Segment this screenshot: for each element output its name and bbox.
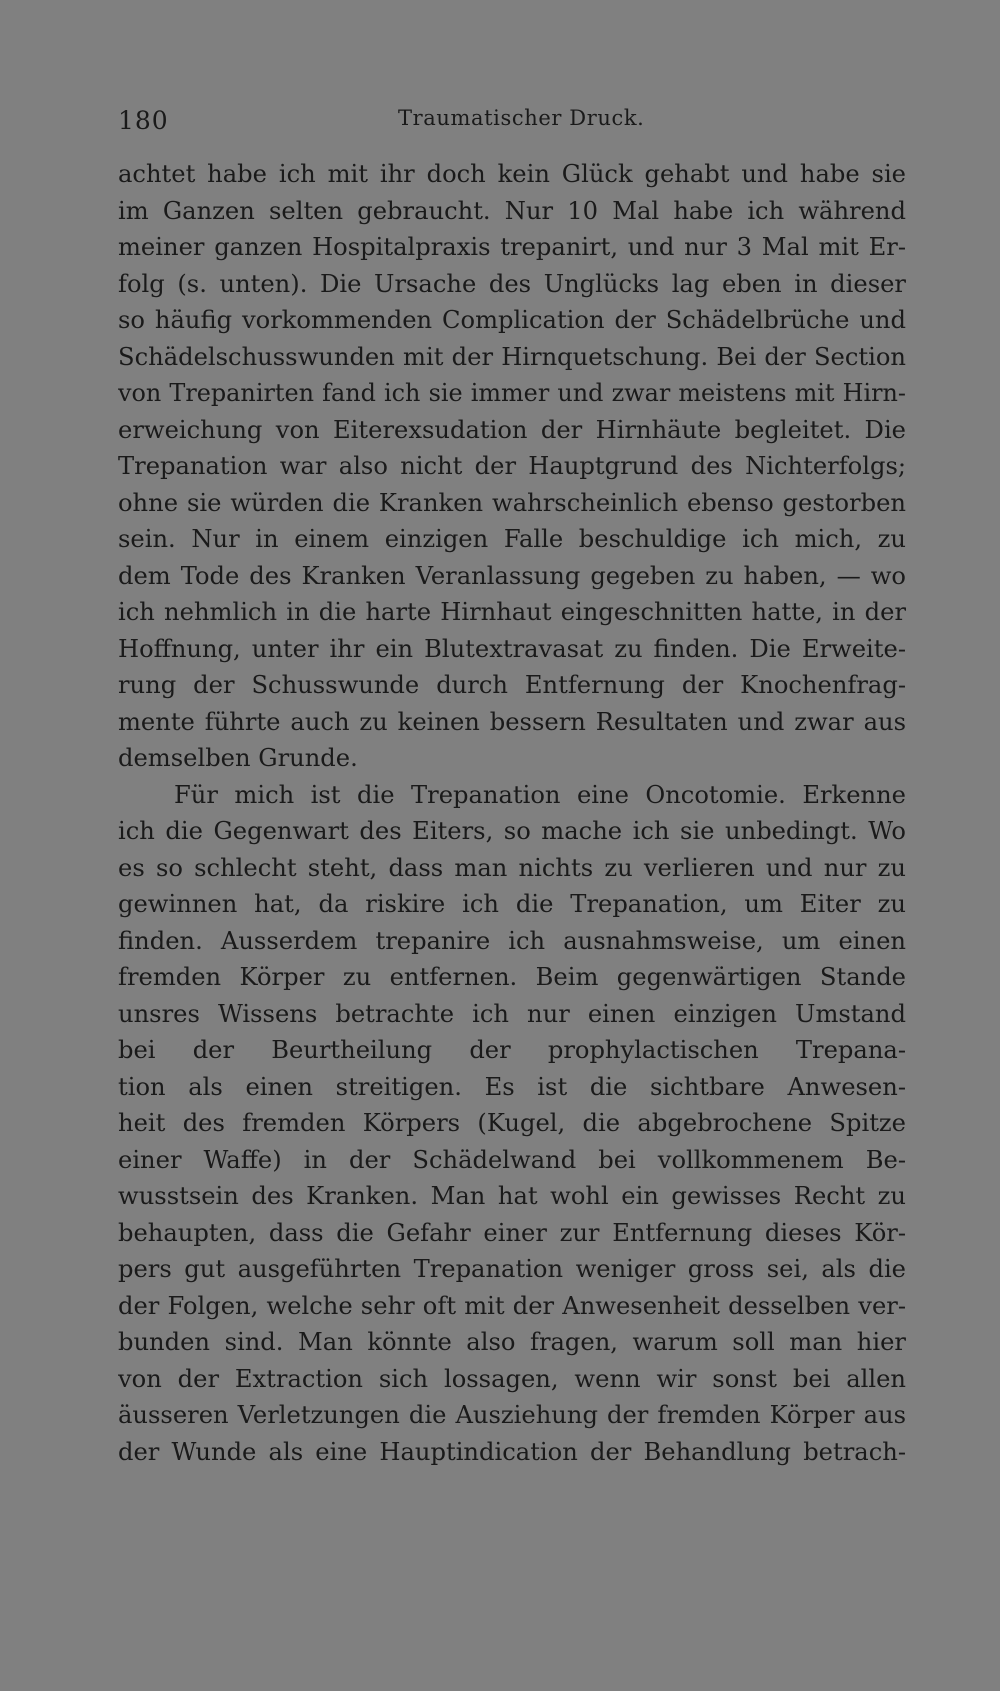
text-line: tion als einen streitigen. Es ist die sichtbare Anwesen- <box>118 1072 906 1101</box>
text-line: behaupten, dass die Gefahr einer zur Entfernung dieses Kör- <box>118 1218 906 1247</box>
text-line: erweichung von Eiterexsudation der Hirnhäute begleitet. Die <box>118 415 906 444</box>
text-line: von der Extraction sich lossagen, wenn wir sonst bei allen <box>118 1364 906 1393</box>
text-line: sein. Nur in einem einzigen Falle beschuldige ich mich, zu <box>118 525 906 553</box>
text-line: bei der Beurtheilung der prophylactischen Trepana- <box>118 1036 906 1064</box>
text-line: ich die Gegenwart des Eiters, so mache ich sie unbedingt. Wo <box>118 817 906 845</box>
paragraph-end-line: demselben Grunde. <box>118 744 358 772</box>
text-line: ohne sie würden die Kranken wahrscheinlich ebenso gestorben <box>118 488 906 517</box>
text-line: fremden Körper zu entfernen. Beim gegenwärtigen Stande <box>118 963 906 991</box>
text-line: der Folgen, welche sehr oft mit der Anwesenheit desselben ver- <box>118 1291 906 1320</box>
text-line: Trepanation war also nicht der Hauptgrund des Nichterfolgs; <box>118 452 906 480</box>
running-head: Traumatischer Druck. <box>398 106 645 130</box>
text-line: finden. Ausserdem trepanire ich ausnahmsweise, um einen <box>118 926 906 955</box>
text-line: äusseren Verletzungen die Ausziehung der fremden Körper aus <box>118 1401 906 1429</box>
text-line: einer Waffe) in der Schädelwand bei vollkommenem Be- <box>118 1145 906 1174</box>
text-line: dem Tode des Kranken Veranlassung gegeben zu haben, — wo <box>118 561 906 590</box>
text-line: ich nehmlich in die harte Hirnhaut eingeschnitten hatte, in der <box>118 598 906 626</box>
text-line: rung der Schusswunde durch Entfernung der Knochenfrag- <box>118 671 906 699</box>
text-line: wusstsein des Kranken. Man hat wohl ein gewisses Recht zu <box>118 1182 906 1210</box>
text-line: es so schlecht steht, dass man nichts zu verlieren und nur zu <box>118 853 906 882</box>
text-line: von Trepanirten fand ich sie immer und zwar meistens mit Hirn- <box>118 379 906 407</box>
text-line: im Ganzen selten gebraucht. Nur 10 Mal habe ich während <box>118 196 906 225</box>
text-line: Schädelschusswunden mit der Hirnquetschung. Bei der Section <box>118 342 906 371</box>
text-line: gewinnen hat, da riskire ich die Trepanation, um Eiter zu <box>118 890 906 918</box>
text-line: meiner ganzen Hospitalpraxis trepanirt, und nur 3 Mal mit Er- <box>118 233 906 261</box>
text-line: folg (s. unten). Die Ursache des Unglücks lag eben in dieser <box>118 269 906 298</box>
text-line: Hoffnung, unter ihr ein Blutextravasat zu finden. Die Erweite- <box>118 634 906 663</box>
text-line: der Wunde als eine Hauptindication der Behandlung betrach- <box>118 1437 906 1466</box>
text-line: heit des fremden Körpers (Kugel, die abgebrochene Spitze <box>118 1109 906 1137</box>
text-line: mente führte auch zu keinen bessern Resultaten und zwar aus <box>118 707 906 736</box>
text-line: pers gut ausgeführten Trepanation weniger gross sei, als die <box>118 1255 906 1283</box>
page-number: 180 <box>118 106 169 135</box>
text-line: bunden sind. Man könnte also fragen, warum soll man hier <box>118 1328 906 1356</box>
text-line: so häufig vorkommenden Complication der Schädelbrüche und <box>118 306 906 334</box>
body-text <box>118 156 906 1470</box>
text-line: achtet habe ich mit ihr doch kein Glück gehabt und habe sie <box>118 160 906 188</box>
paragraph-start-line: Für mich ist die Trepanation eine Oncotomie. Erkenne <box>174 780 906 809</box>
text-line: unsres Wissens betrachte ich nur einen einzigen Umstand <box>118 999 906 1028</box>
